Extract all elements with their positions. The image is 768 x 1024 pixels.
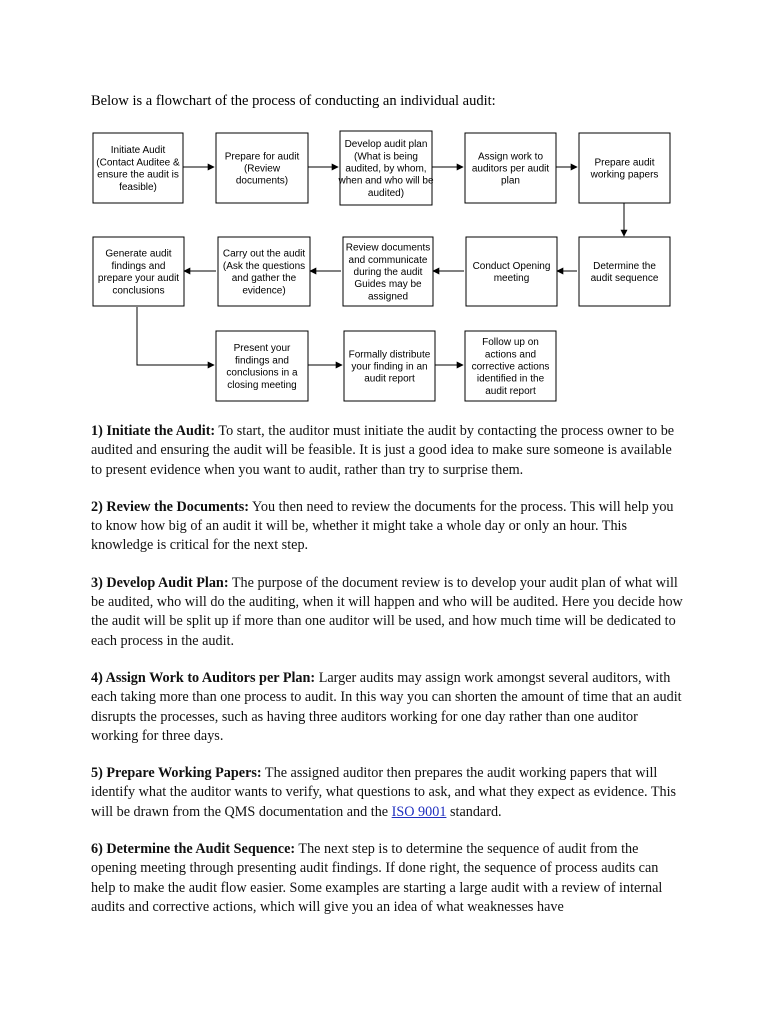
section-5 (91, 764, 683, 822)
flow-box-8-line: and communicate (348, 254, 428, 266)
flow-box-11-line: closing meeting (227, 379, 297, 391)
flow-box-13-line: actions and (484, 349, 537, 361)
flow-box-11 (216, 331, 308, 401)
flow-box-12-line: your finding in an (351, 361, 428, 373)
flow-box-11-line: Present your (233, 343, 291, 355)
flow-box-5 (579, 133, 670, 203)
flow-box-10 (93, 237, 184, 306)
flow-box-10-line: Generate audit (105, 248, 172, 260)
flow-box-6 (579, 237, 670, 306)
section-2-text: You then need to review the documents for the process. This will help you to know how big of an audit it will be, whether it might take a whole day or only an hour. This knowledge is critical for the next step. (91, 498, 674, 554)
flow-box-12-line: Formally distribute (348, 349, 431, 361)
section-6-text: The next step is to determine the sequence of audit from the opening meeting through presenting audit findings. If done right, the sequence of process audits can help to make the audit flow easier. Some examples are starting a large audit with a review of internal audits and corrective actions, which will give you an idea of what weaknesses have (91, 841, 663, 915)
section-4 (91, 669, 683, 746)
flow-box-2-line: documents) (235, 175, 289, 187)
flow-box-9 (218, 237, 310, 306)
flow-box-2 (216, 133, 308, 203)
flow-box-4-line: Assign work to (477, 151, 544, 163)
flow-box-3-line: audited, by whom, (345, 163, 427, 175)
iso-9001-link[interactable]: ISO 9001 (391, 803, 447, 820)
flow-box-13-line: audit report (485, 385, 536, 397)
flow-box-13-line: Follow up on (482, 337, 539, 349)
flow-box-9-line: (Ask the questions (222, 260, 306, 272)
flow-box-2-line: Prepare for audit (224, 151, 300, 163)
document-body (91, 422, 683, 935)
flow-box-13-line: identified in the (476, 373, 545, 385)
flow-box-8 (343, 237, 433, 306)
section-1-text: To start, the auditor must initiate the audit by contacting the process owner to be audited and ensuring the audit will be feasible. It is just a good idea to make sure someone is available to present evidence when you want to audit, rather than try to surprise them. (91, 423, 675, 478)
section-5-text-after: standard. (446, 803, 502, 820)
flow-box-1 (93, 133, 183, 203)
flow-box-12 (344, 331, 435, 401)
flow-box-1-line: ensure the audit is (97, 169, 179, 181)
flow-box-1-line: Initiate Audit (110, 145, 166, 157)
section-1 (91, 422, 683, 480)
flow-box-1-line: feasible) (119, 181, 157, 193)
section-6-heading: 6) Determine the Audit Sequence: (91, 841, 296, 858)
section-5-text: The assigned auditor then prepares the audit working papers that will identify what the auditor wants to verify, what questions to ask, and what they expect as evidence. This will be drawn from the QMS documentation and the (91, 765, 677, 820)
flow-box-4 (465, 133, 556, 203)
intro-text: Below is a flowchart of the process of conducting an individual audit: (91, 93, 496, 109)
flow-box-13-line: corrective actions (471, 361, 550, 373)
flow-box-10-line: prepare your audit (97, 273, 180, 285)
flow-box-13 (465, 331, 556, 401)
flow-box-9-line: and gather the (231, 273, 297, 285)
arrow-10-11 (137, 307, 214, 365)
flow-box-8-line: assigned (367, 291, 409, 303)
section-1-heading: 1) Initiate the Audit: (91, 423, 216, 439)
flow-box-9-line: evidence) (242, 285, 286, 297)
flow-box-9-line: Carry out the audit (222, 248, 306, 260)
flow-box-3-line: audited) (367, 187, 405, 199)
flow-box-6-line: Determine the (593, 260, 656, 272)
section-4-heading: 4) Assign Work to Auditors per Plan: (91, 669, 316, 686)
flow-box-7 (466, 237, 557, 306)
flow-box-12-line: audit report (364, 373, 415, 385)
flow-box-1-line: (Contact Auditee & (96, 157, 180, 169)
section-2 (91, 498, 683, 556)
flow-box-3-line: when and who will be (338, 175, 434, 187)
flow-box-11-line: findings and (235, 355, 289, 367)
audit-flowchart (0, 0, 768, 410)
flow-box-5-line: working papers (590, 169, 659, 181)
flow-box-7-line: meeting (493, 273, 530, 285)
section-2-heading: 2) Review the Documents: (91, 498, 249, 515)
flow-box-5-line: Prepare audit (594, 157, 655, 169)
section-6 (91, 840, 683, 917)
flow-box-3-line: (What is being (354, 151, 418, 163)
flow-box-10-line: conclusions (112, 285, 165, 297)
flow-box-8-line: Guides may be (354, 279, 422, 291)
flow-box-8-line: during the audit (353, 267, 423, 278)
flow-box-8-line: Review documents (345, 242, 431, 254)
section-5-heading: 5) Prepare Working Papers: (91, 765, 262, 782)
flow-box-10-line: findings and (111, 260, 166, 272)
flow-box-7-line: Conduct Opening (472, 260, 551, 272)
flow-box-11-line: conclusions in a (226, 367, 298, 379)
flow-box-6-line: audit sequence (590, 273, 659, 285)
section-3-text: The purpose of the document review is to develop your audit plan of what will be audited, who will do the auditing, when it will happen and who will be audited. Here you decide how the audit will be split up if more than one auditor will be used, and how much time will be dedicated to each process in the audit. (91, 574, 683, 649)
flow-box-4-line: plan (501, 175, 520, 187)
section-3-heading: 3) Develop Audit Plan: (91, 574, 229, 591)
section-4-text: Larger audits may assign work amongst several auditors, with each taking more than one process to audit. In this way you can shorten the amount of time that an audit disrupts the processes, such as having three auditors working for one day rather than one auditor working for three days. (91, 669, 682, 744)
flow-box-3 (337, 131, 433, 205)
flow-box-3-line: Develop audit plan (344, 139, 428, 151)
flow-box-4-line: auditors per audit (471, 163, 550, 175)
flow-box-2-line: (Review (243, 163, 281, 175)
section-3 (91, 574, 683, 651)
